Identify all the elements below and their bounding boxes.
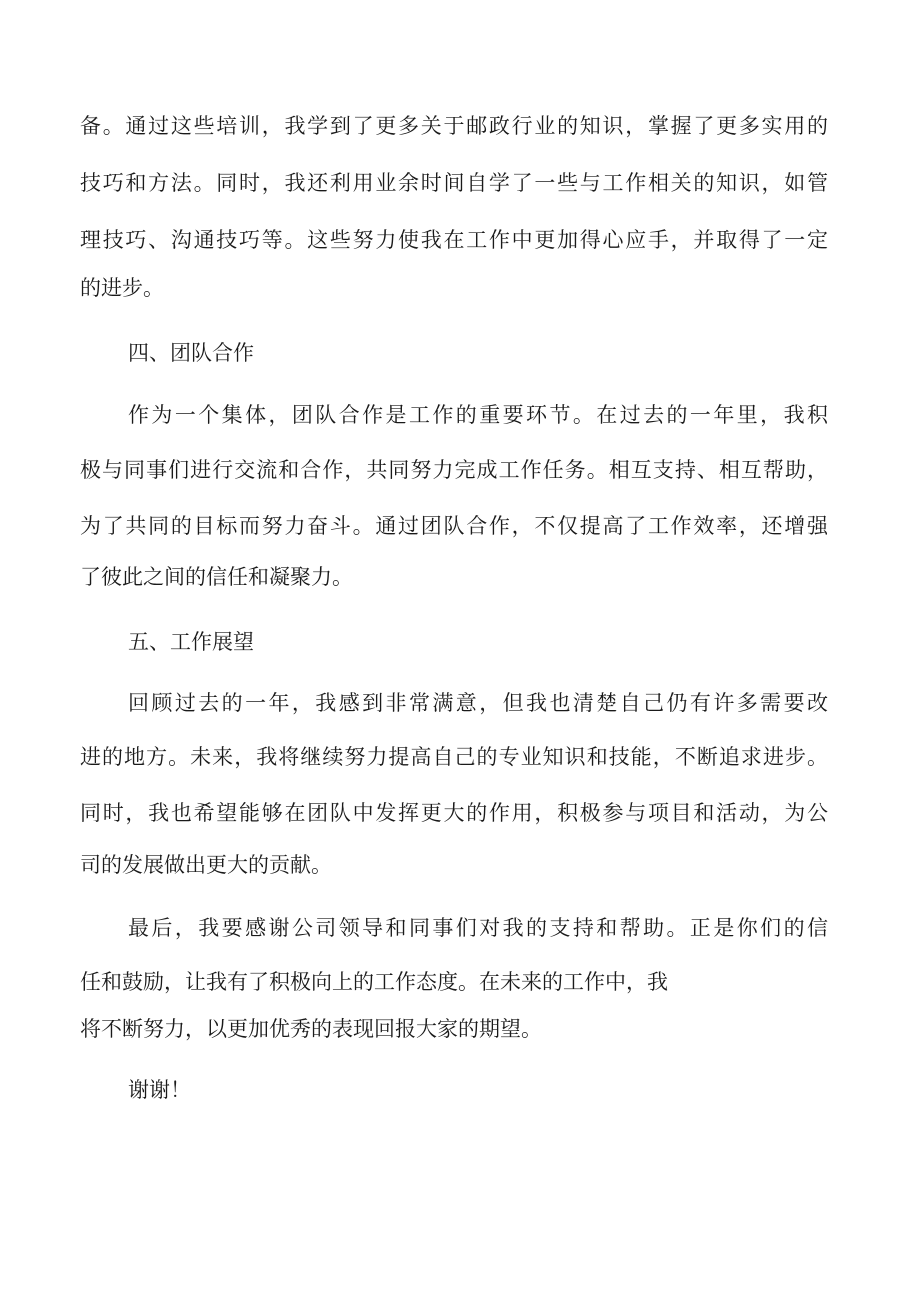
- paragraph-line: 理技巧、沟通技巧等。这些努力使我在工作中更加得心应手，并取得了一定: [80, 228, 828, 252]
- paragraph-line: 最后，我要感谢公司领导和同事们对我的支持和帮助。正是你们的信: [128, 916, 828, 940]
- section-heading-outlook: 五、工作展望: [128, 630, 254, 654]
- paragraph-line: 司的发展做出更大的贡献。: [80, 853, 332, 877]
- section-heading-team: 四、团队合作: [128, 341, 254, 365]
- paragraph-line: 进的地方。未来，我将继续努力提高自己的专业知识和技能，不断追求进步。: [80, 745, 828, 769]
- paragraph-line: 回顾过去的一年，我感到非常满意，但我也清楚自己仍有许多需要改: [128, 691, 828, 715]
- paragraph-line: 作为一个集体，团队合作是工作的重要环节。在过去的一年里，我积: [128, 403, 828, 427]
- paragraph-line: 极与同事们进行交流和合作，共同努力完成工作任务。相互支持、相互帮助，: [80, 458, 828, 482]
- paragraph-line: 任和鼓励，让我有了积极向上的工作态度。在未来的工作中，我: [80, 970, 668, 994]
- paragraph-line: 了彼此之间的信任和凝聚力。: [80, 565, 353, 589]
- paragraph-line: 的进步。: [80, 276, 164, 300]
- paragraph-line: 同时，我也希望能够在团队中发挥更大的作用，积极参与项目和活动，为公: [80, 801, 828, 825]
- paragraph-line: 将不断努力，以更加优秀的表现回报大家的期望。: [80, 1017, 542, 1041]
- closing-thanks: 谢谢！: [128, 1078, 191, 1102]
- paragraph-line: 为了共同的目标而努力奋斗。通过团队合作，不仅提高了工作效率，还增强: [80, 514, 828, 538]
- paragraph-line: 备。通过这些培训，我学到了更多关于邮政行业的知识，掌握了更多实用的: [80, 114, 828, 138]
- paragraph-line: 技巧和方法。同时，我还利用业余时间自学了一些与工作相关的知识，如管: [80, 171, 828, 195]
